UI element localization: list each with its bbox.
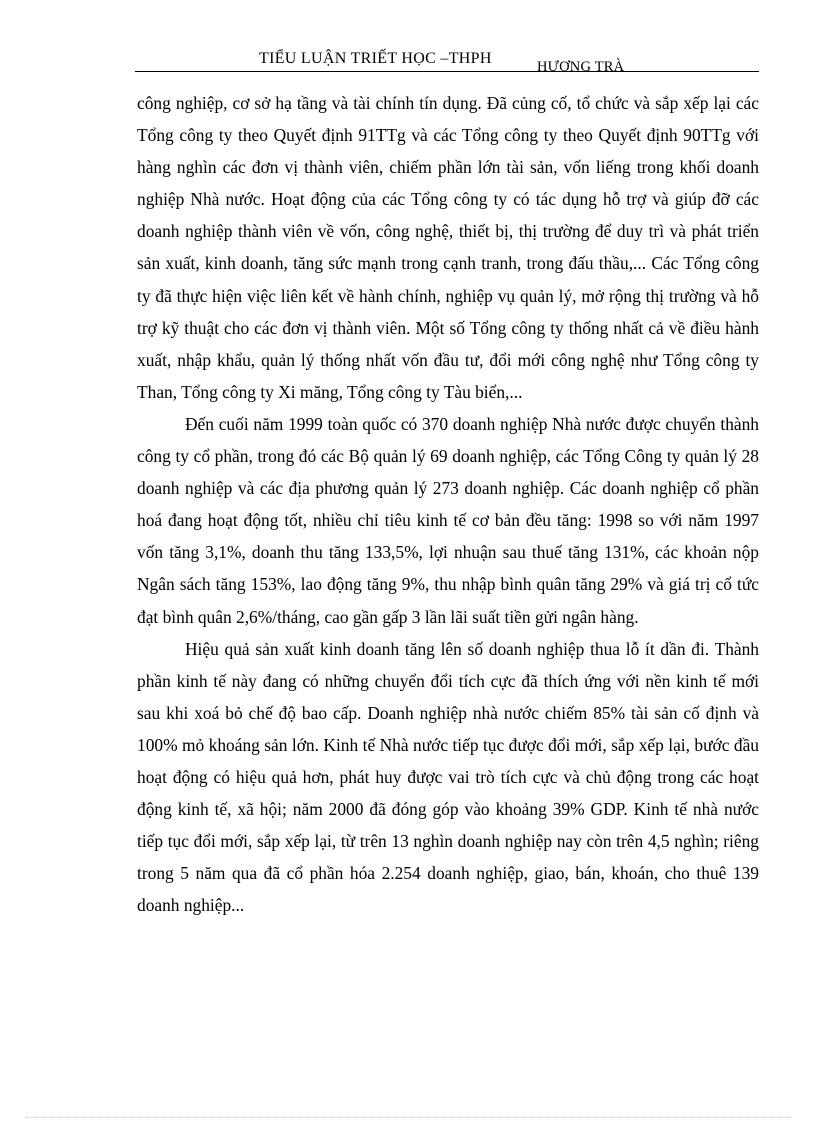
paragraph-equitization: Đến cuối năm 1999 toàn quốc có 370 doanh nghiệp Nhà nước được chuyển thành công ty cổ phần, trong đó các Bộ quản lý 69 doanh nghiệp, các Tổng Công ty quản lý 28 doanh nghiệp và các địa phương quản lý 273 doanh nghiệp. Các doanh nghiệp cổ phần hoá đang hoạt động tốt, nhiều chỉ tiêu kinh tế cơ bản đều tăng: 1998 so với năm 1997 vốn tăng 3,1%, doanh thu tăng 133,5%, lợi nhuận sau thuế tăng 131%, các khoản nộp Ngân sách tăng 153%, lao động tăng 9%, thu nhập bình quân tăng 29% và giá trị cổ tức đạt bình quân 2,6%/tháng, cao gần gấp 3 lần lãi suất tiền gửi ngân hàng. <box>137 413 759 627</box>
page-header <box>135 50 759 74</box>
paragraph-efficiency: Hiệu quả sản xuất kinh doanh tăng lên số doanh nghiệp thua lỗ ít dần đi. Thành phần kinh tế này đang có những chuyển đổi tích cực đã thích ứng với nền kinh tế mới sau khi xoá bỏ chế độ bao cấp. Doanh nghiệp nhà nước chiếm 85% tài sản cố định và 100% mỏ khoáng sản lớn. Kinh tế Nhà nước tiếp tục được đổi mới, sắp xếp lại, bước đầu hoạt động có hiệu quả hơn, phát huy được vai trò tích cực và chủ động trong các hoạt động kinh tế, xã hội; năm 2000 đã đóng góp vào khoảng 39% GDP. Kinh tế nhà nước tiếp tục đổi mới, sắp xếp lại, từ trên 13 nghìn doanh nghiệp nay còn trên 4,5 nghìn; riêng trong 5 năm qua đã cổ phần hóa 2.254 doanh nghiệp, giao, bán, khoán, cho thuê 139 doanh nghiệp... <box>137 638 759 916</box>
page-bottom-border <box>25 1117 791 1118</box>
document-body <box>137 87 759 921</box>
paragraph-continued: công nghiệp, cơ sở hạ tầng và tài chính tín dụng. Đã củng cố, tổ chức và sắp xếp lại các Tổng công ty theo Quyết định 91TTg và các Tổng công ty theo Quyết định 90TTg với hàng nghìn các đơn vị thành viên, chiếm phần lớn tài sản, vốn liếng trong khối doanh nghiệp Nhà nước. Hoạt động của các Tổng công ty có tác dụng hỗ trợ và giúp đỡ các doanh nghiệp thành viên về vốn, công nghệ, thiết bị, thị trường để duy trì và phát triển sản xuất, kinh doanh, tăng sức mạnh trong cạnh tranh, trong đấu thầu,... Các Tổng công ty đã thực hiện việc liên kết về hành chính, nghiệp vụ quản lý, mở rộng thị trường và hỗ trợ kỹ thuật cho các đơn vị thành viên. Một số Tổng công ty thống nhất cả về điều hành xuất, nhập khẩu, quản lý thống nhất vốn đầu tư, đổi mới công nghệ như Tổng công ty Than, Tổng công ty Xi măng, Tổng công ty Tàu biển,... <box>137 93 759 402</box>
header-author: HƯƠNG TRÀ <box>537 59 625 75</box>
header-title: TIỂU LUẬN TRIẾT HỌC –THPH <box>259 50 492 67</box>
header-rule <box>135 71 759 72</box>
